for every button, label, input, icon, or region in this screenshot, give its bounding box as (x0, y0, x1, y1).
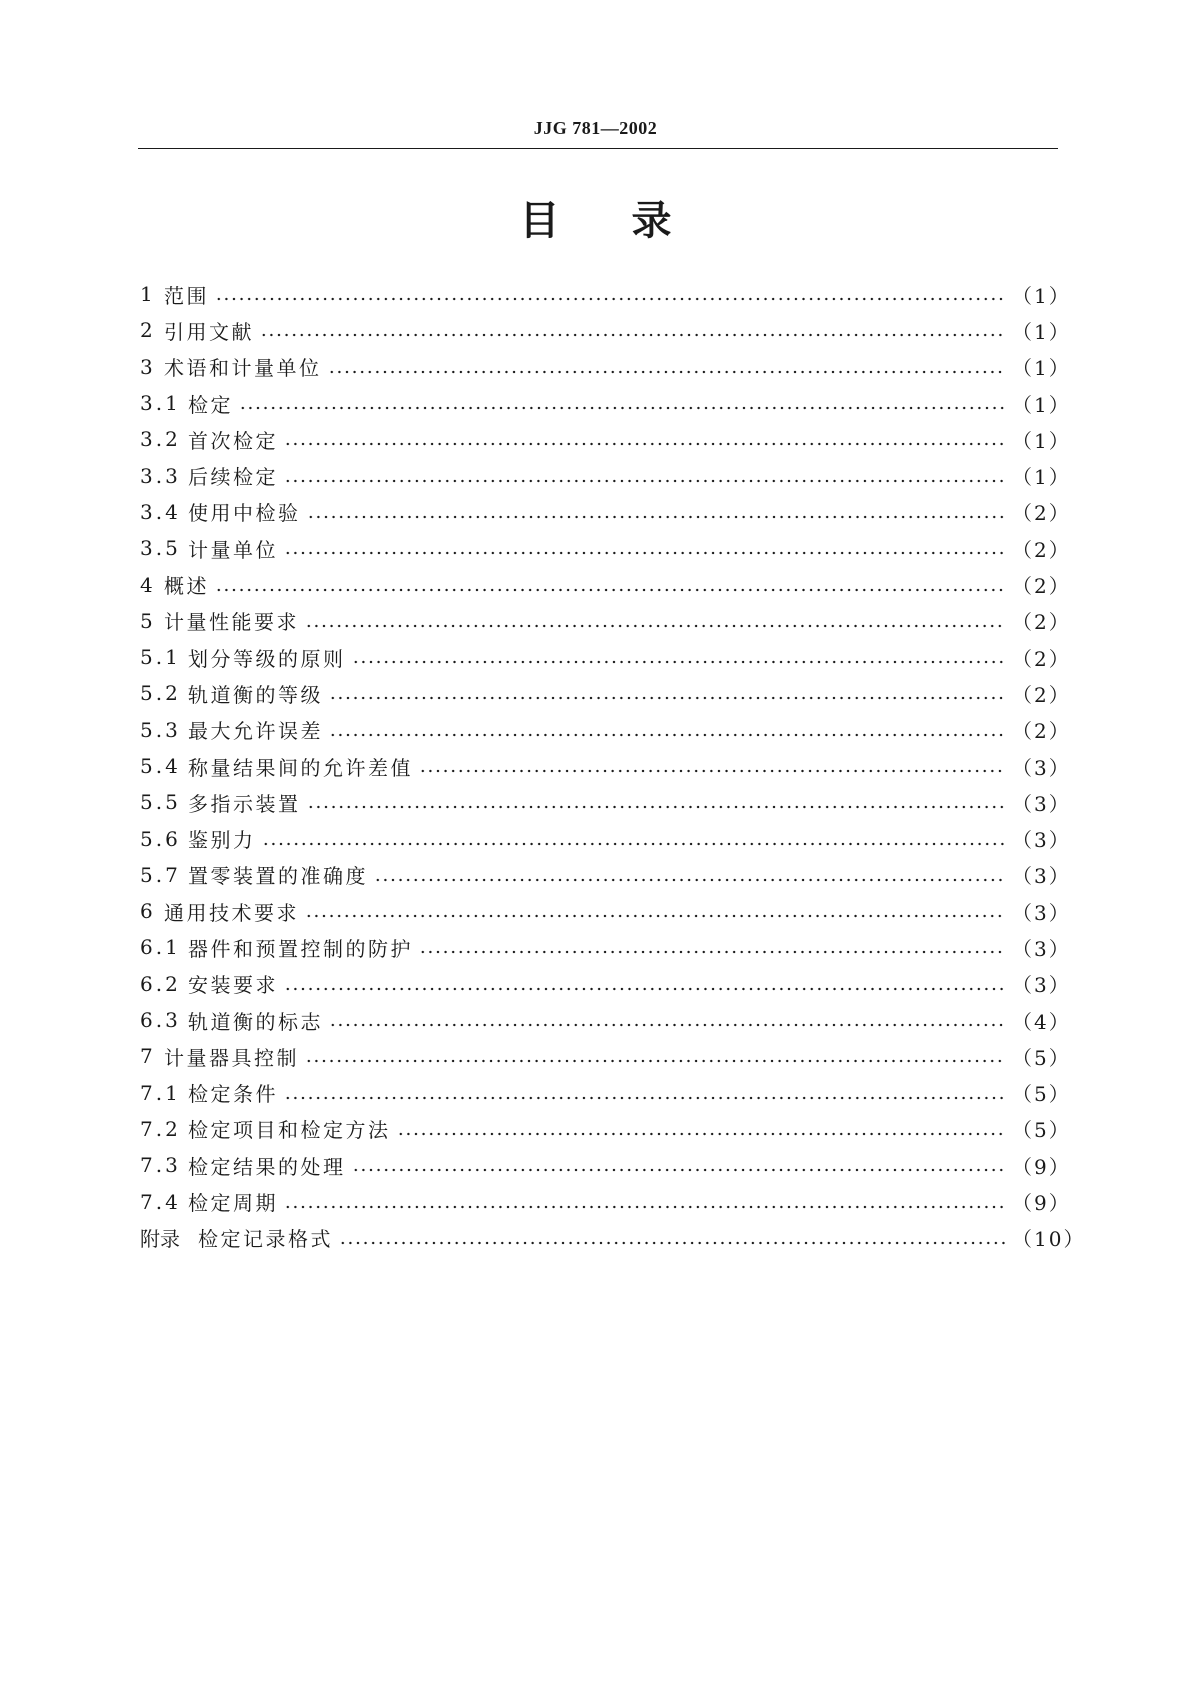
toc-entry-title: 检定 (188, 392, 233, 417)
toc-entry[interactable] (140, 1075, 1071, 1111)
toc-entry-number: 6.2 (140, 971, 181, 996)
toc-entry-title: 检定记录格式 (198, 1227, 333, 1252)
toc-entry-page: （2） (1012, 646, 1071, 671)
toc-entry-title: 检定条件 (188, 1082, 278, 1107)
toc-entry-page: （2） (1012, 719, 1071, 744)
toc-entry[interactable] (140, 312, 1071, 348)
toc-entry-page: （2） (1012, 682, 1071, 707)
toc-dot-leader (284, 1205, 1006, 1209)
toc-dot-leader (307, 515, 1007, 519)
toc-entry[interactable] (140, 385, 1071, 421)
toc-entry-page: （4） (1012, 1009, 1071, 1034)
header-rule (138, 148, 1058, 149)
toc-entry-page: （5） (1012, 1118, 1071, 1143)
toc-dot-leader (419, 769, 1006, 773)
toc-entry-number: 3.3 (140, 463, 181, 488)
toc-dot-leader (307, 805, 1007, 809)
toc-entry[interactable] (140, 494, 1071, 530)
toc-entry-number: 5.1 (140, 645, 181, 670)
toc-dot-leader (260, 333, 1006, 337)
toc-entry[interactable] (140, 712, 1071, 748)
toc-entry[interactable] (140, 276, 1071, 312)
toc-entry[interactable] (140, 1002, 1071, 1038)
toc-entry-number: 2 (140, 318, 156, 343)
toc-dot-leader (284, 1096, 1006, 1100)
toc-entry-number: 3.5 (140, 536, 181, 561)
toc-entry-title: 检定周期 (188, 1191, 278, 1216)
toc-entry-number: 7.3 (140, 1153, 181, 1178)
toc-entry-page: （2） (1012, 501, 1071, 526)
toc-dot-leader (305, 624, 1006, 628)
toc-entry-page: （9） (1012, 1154, 1071, 1179)
toc-entry-title: 称量结果间的允许差值 (188, 755, 413, 780)
toc-entry-page: （1） (1012, 465, 1071, 490)
toc-entry-title: 鉴别力 (188, 828, 256, 853)
toc-entry-number: 7.4 (140, 1189, 181, 1214)
toc-entry-title: 安装要求 (188, 973, 278, 998)
toc-entry[interactable] (140, 1183, 1071, 1219)
toc-entry-number: 3 (140, 354, 156, 379)
toc-entry-number: 5.3 (140, 717, 181, 742)
toc-entry-title: 检定项目和检定方法 (188, 1118, 391, 1143)
toc-entry-page: （2） (1012, 574, 1071, 599)
toc-entry-title: 多指示装置 (188, 791, 301, 816)
toc-entry-number: 7.1 (140, 1080, 181, 1105)
toc-entry[interactable] (140, 1147, 1071, 1183)
toc-entry[interactable] (140, 929, 1071, 965)
toc-entry-title: 置零装置的准确度 (188, 864, 368, 889)
toc-entry-page: （3） (1012, 791, 1071, 816)
toc-entry-number: 5.4 (140, 754, 181, 778)
toc-dot-leader (352, 1168, 1007, 1172)
toc-entry[interactable] (140, 966, 1071, 1002)
toc-entry-title: 使用中检验 (188, 501, 301, 526)
toc-dot-leader (352, 660, 1007, 664)
toc-dot-leader (339, 1241, 1006, 1245)
toc-entry-number: 6.3 (140, 1008, 181, 1033)
toc-entry-number: 附录 (140, 1227, 180, 1252)
toc-entry-page: （1） (1012, 428, 1071, 453)
toc-entry-page: （1） (1012, 319, 1071, 344)
toc-entry[interactable] (140, 1111, 1071, 1147)
toc-entry-page: （3） (1012, 828, 1071, 853)
toc-entry-page: （3） (1012, 936, 1071, 961)
toc-entry[interactable] (140, 675, 1071, 711)
toc-entry-title: 划分等级的原则 (188, 646, 346, 671)
toc-entry-number: 5.7 (140, 862, 181, 887)
toc-entry-title: 后续检定 (188, 465, 278, 490)
toc-entry-page: （1） (1012, 356, 1071, 381)
toc-entry-number: 5.2 (140, 681, 181, 706)
toc-dot-leader (284, 479, 1006, 483)
toc-dot-leader (328, 370, 1007, 374)
toc-entry-number: 5.6 (140, 826, 181, 851)
toc-dot-leader (262, 842, 1007, 846)
toc-entry[interactable] (140, 639, 1071, 675)
toc-entry-title: 计量单位 (188, 537, 278, 562)
toc-entry-number: 7.2 (140, 1116, 181, 1141)
table-of-contents (140, 276, 1086, 1256)
toc-entry[interactable] (140, 603, 1071, 639)
toc-entry-page: （9） (1012, 1191, 1071, 1216)
toc-dot-leader (305, 1059, 1006, 1063)
toc-entry-title: 术语和计量单位 (164, 356, 322, 381)
toc-dot-leader (215, 588, 1006, 592)
toc-dot-leader (215, 297, 1006, 301)
toc-entry[interactable] (140, 421, 1071, 457)
toc-entry[interactable] (140, 893, 1071, 929)
toc-entry-page: （3） (1012, 864, 1071, 889)
toc-dot-leader (329, 733, 1006, 737)
toc-entry-title: 检定结果的处理 (188, 1154, 346, 1179)
toc-entry-page: （5） (1012, 1045, 1071, 1070)
toc-dot-leader (419, 950, 1006, 954)
toc-entry-page: （5） (1012, 1082, 1071, 1107)
toc-entry-title: 轨道衡的标志 (188, 1009, 323, 1034)
toc-entry[interactable] (140, 349, 1071, 385)
toc-entry[interactable] (140, 1220, 1086, 1256)
toc-dot-leader (284, 442, 1006, 446)
toc-entry[interactable] (140, 457, 1071, 493)
toc-entry[interactable] (140, 530, 1071, 566)
page-title-char-1: 目 (519, 198, 560, 244)
toc-entry[interactable] (140, 784, 1071, 820)
toc-dot-leader (284, 551, 1006, 555)
toc-entry-title: 最大允许误差 (188, 719, 323, 744)
toc-entry-title: 轨道衡的等级 (188, 682, 323, 707)
toc-dot-leader (397, 1132, 1007, 1136)
toc-entry-page: （1） (1012, 283, 1071, 308)
toc-entry-title: 范围 (164, 283, 209, 308)
toc-entry-number: 5 (140, 608, 156, 633)
toc-entry-number: 3.1 (140, 391, 181, 416)
toc-entry-title: 引用文献 (164, 319, 254, 344)
toc-entry-page: （3） (1012, 900, 1071, 925)
toc-entry-page: （3） (1012, 755, 1071, 780)
toc-entry-page: （3） (1012, 973, 1071, 998)
page-title-char-2: 录 (631, 198, 672, 244)
toc-entry-page: （2） (1012, 610, 1071, 635)
toc-entry-number: 3.4 (140, 499, 181, 524)
toc-entry-page: （10） (1012, 1227, 1086, 1252)
toc-dot-leader (305, 914, 1006, 918)
toc-entry-number: 6 (140, 899, 156, 924)
toc-dot-leader (284, 987, 1006, 991)
toc-dot-leader (374, 878, 1006, 882)
toc-dot-leader (329, 1023, 1006, 1027)
toc-entry[interactable] (140, 566, 1071, 602)
toc-dot-leader (329, 696, 1006, 700)
document-code-header: JJG 781—2002 (533, 118, 658, 138)
toc-entry[interactable] (140, 1038, 1071, 1074)
toc-entry-title: 通用技术要求 (164, 900, 299, 925)
page-title (0, 196, 1191, 246)
toc-entry-number: 3.2 (140, 427, 181, 452)
toc-entry-title: 器件和预置控制的防护 (188, 936, 413, 961)
toc-entry-number: 5.5 (140, 790, 181, 815)
toc-entry-number: 6.1 (140, 935, 181, 960)
toc-entry-title: 概述 (164, 574, 209, 599)
toc-entry[interactable] (140, 857, 1071, 893)
toc-entry-title: 计量性能要求 (164, 610, 299, 635)
toc-entry-page: （2） (1012, 537, 1071, 562)
toc-entry[interactable] (140, 820, 1071, 856)
toc-entry-title: 计量器具控制 (164, 1045, 299, 1070)
toc-entry-number: 1 (140, 282, 156, 307)
toc-entry-page: （1） (1012, 392, 1071, 417)
toc-entry[interactable] (140, 748, 1071, 784)
toc-entry-number: 7 (140, 1044, 156, 1069)
toc-entry-number: 4 (140, 572, 156, 597)
toc-entry-title: 首次检定 (188, 428, 278, 453)
toc-dot-leader (239, 406, 1006, 410)
